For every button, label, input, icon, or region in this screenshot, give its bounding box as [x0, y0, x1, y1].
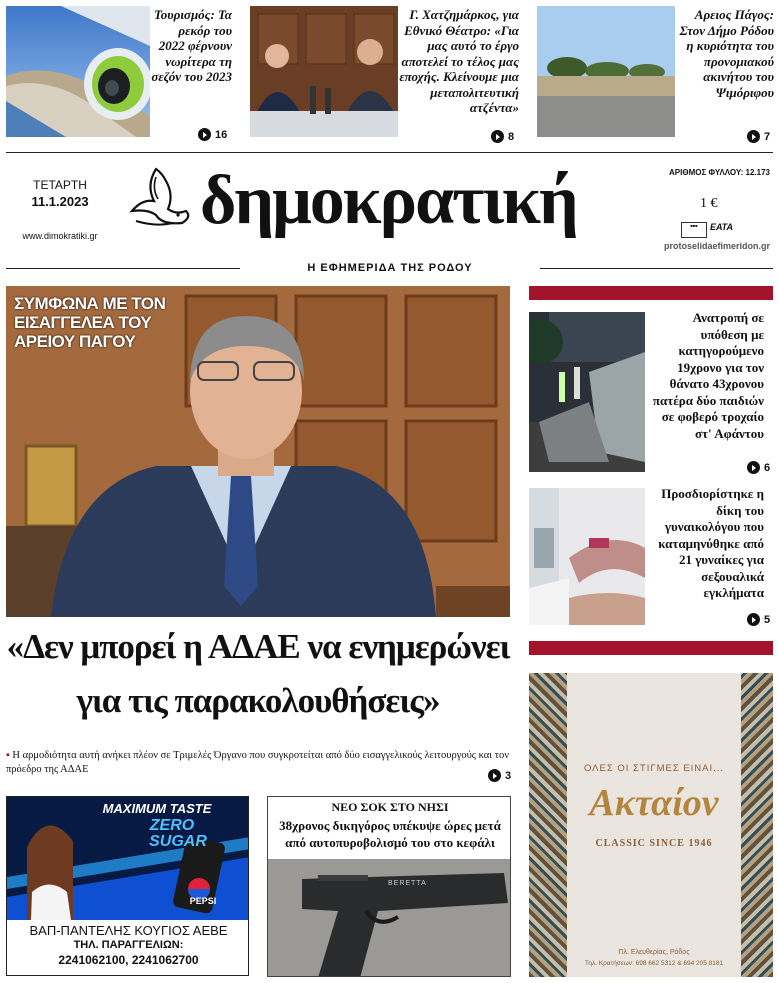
top-divider — [6, 152, 773, 153]
aktaion-phones: Τηλ. Κρατήσεων: 698 662 5312 & 694 205 8181 — [584, 960, 724, 967]
lead-subtext: ▪ Η αρμοδιότητα αυτή ανήκει πλέον σε Τριμελές Όργανο που συγκροτείται από δύο εισαγγελικούς λειτουργούς και τον πρόεδρο της ΑΔΑΕ — [6, 750, 509, 775]
aktaion-address: Πλ. Ελευθερίας, Ρόδος — [618, 949, 690, 956]
arrow-icon — [488, 769, 501, 782]
bottom-story-box[interactable] — [267, 796, 511, 977]
pepsi-phones: 2241062100, 2241062700 — [58, 953, 199, 967]
newspaper-title: δημοκρατική — [200, 162, 577, 239]
side-photo-accident[interactable] — [529, 312, 645, 472]
ethical-journalism-badge: ■■■ — [681, 222, 707, 238]
dove-icon — [126, 165, 194, 237]
side-story-accident-page: 6 — [747, 459, 770, 477]
pepsi-sugar: SUGAR — [149, 833, 207, 850]
bullet-icon: ▪ — [6, 750, 10, 761]
side-story-gynecologist-page: 5 — [747, 611, 770, 629]
eata-logo: ΕΑΤΑ — [710, 222, 734, 232]
masthead-website[interactable]: www.dimokratiki.gr — [22, 231, 98, 241]
masthead-date: 11.1.2023 — [31, 194, 89, 209]
pepsi-ad[interactable] — [6, 796, 249, 976]
teaser-photo-land[interactable] — [537, 6, 675, 137]
accident-photo — [529, 312, 645, 472]
arrow-icon — [747, 613, 760, 626]
aktaion-tagline: ΟΛΕΣ ΟΙ ΣΤΙΓΜΕΣ ΕΙΝΑΙ... — [583, 763, 725, 774]
arrow-icon — [747, 130, 760, 143]
gynecology-photo — [529, 488, 645, 625]
mosaic-left — [529, 673, 567, 977]
masthead-day: ΤΕΤΑΡΤΗ — [33, 178, 87, 192]
lead-headline-line2[interactable]: για τις παρακολουθήσεις» — [76, 681, 440, 720]
teaser-tourism-page: 16 — [198, 126, 227, 144]
aktaion-brand: Ακταίον — [589, 782, 719, 824]
pepsi-brand: PEPSI — [189, 896, 217, 906]
teaser-photo-airplane[interactable] — [6, 6, 150, 137]
pepsi-company: ΒΑΠ-ΠΑΝΤΕΛΗΣ ΚΟΥΓΙΟΣ ΑΕΒΕ — [29, 923, 228, 938]
pepsi-maximum: MAXIMUM TASTE — [102, 801, 212, 816]
side-photo-gynecology[interactable] — [529, 488, 645, 625]
press-conference-photo — [250, 6, 398, 137]
lead-headline-line1[interactable]: «Δεν μπορεί η ΑΔΑΕ να ενημερώνει — [6, 627, 510, 666]
airplane-photo — [6, 6, 150, 137]
gun-photo — [268, 859, 511, 977]
source-credit[interactable]: protoselidaefimeridon.gr — [663, 241, 770, 251]
teaser-supreme-court[interactable]: Αρειος Πάγος: Στον Δήμο Ρόδου η κυριότητα του προνομιακού ακινήτου του Ψιμόριφου — [679, 7, 774, 100]
land-photo — [537, 6, 675, 137]
pistol-image — [268, 859, 511, 977]
aktaion-since: CLASSIC SINCE 1946 — [595, 838, 713, 849]
tagline: Η ΕΦΗΜΕΡΙΔΑ ΤΗΣ ΡΟΔΟΥ — [240, 262, 540, 274]
price: 1 € — [700, 196, 718, 211]
arrow-icon — [491, 130, 504, 143]
gun-brand: BERETTA — [388, 880, 427, 887]
side-bar-bottom — [529, 641, 773, 655]
bottom-kicker: ΝΕΟ ΣΟΚ ΣΤΟ ΝΗΣΙ — [331, 800, 449, 814]
pepsi-zero: ZERO — [149, 817, 195, 834]
lead-page: 3 — [488, 767, 511, 785]
dove-logo — [126, 165, 194, 237]
side-bar-top — [529, 286, 773, 300]
teaser-national-theatre[interactable]: Γ. Χατζημάρκος, για Εθνικό Θέατρο: «Για μας αυτό το έργο αποτελεί το τέλος μας εποχής. Κλείνουμε μια μεταπολιτευτική ατζέντα» — [399, 7, 519, 115]
teaser-tourism[interactable]: Τουρισμός: Τα ρεκόρ του 2022 φέρνουν νωρίτερα τη σεζόν του 2023 — [151, 7, 232, 84]
pepsi-phone-label: ΤΗΛ. ΠΑΡΑΓΓΕΛΙΩΝ: — [73, 939, 184, 951]
side-story-gynecologist[interactable]: Προσδιορίστηκε η δίκη του γυναικολόγου που καταμηνύθηκε από 21 γυναίκες για σεξουαλικά εγκλήματα — [658, 486, 764, 600]
lead-overlay-title: ΣΥΜΦΩΝΑ ΜΕ ΤΟΝ ΕΙΣΑΓΓΕΛΕΑ ΤΟΥ ΑΡΕΙΟΥ ΠΑΓΟΥ — [14, 294, 166, 351]
arrow-icon — [198, 128, 211, 141]
teaser-supreme-court-page: 7 — [747, 128, 770, 146]
side-story-accident[interactable]: Ανατροπή σε υπόθεση με κατηγορούμενο 19χρονο για τον θάνατο 43χρονου πατέρα δύο παιδιών σε φοβερό τροχαίο στ' Αφάντου — [652, 310, 764, 441]
bottom-headline: 38χρονος δικηγόρος υπέκυψε ώρες μετά από αυτοπυροβολισμό του στο κεφάλι — [279, 818, 501, 850]
mosaic-right — [741, 673, 773, 977]
issue-number: ΑΡΙΘΜΟΣ ΦΥΛΛΟΥ: 12.173 — [669, 168, 770, 177]
aktaion-ad[interactable] — [529, 673, 773, 977]
arrow-icon — [747, 461, 760, 474]
teaser-national-theatre-page: 8 — [491, 128, 514, 146]
teaser-photo-press[interactable] — [250, 6, 398, 137]
